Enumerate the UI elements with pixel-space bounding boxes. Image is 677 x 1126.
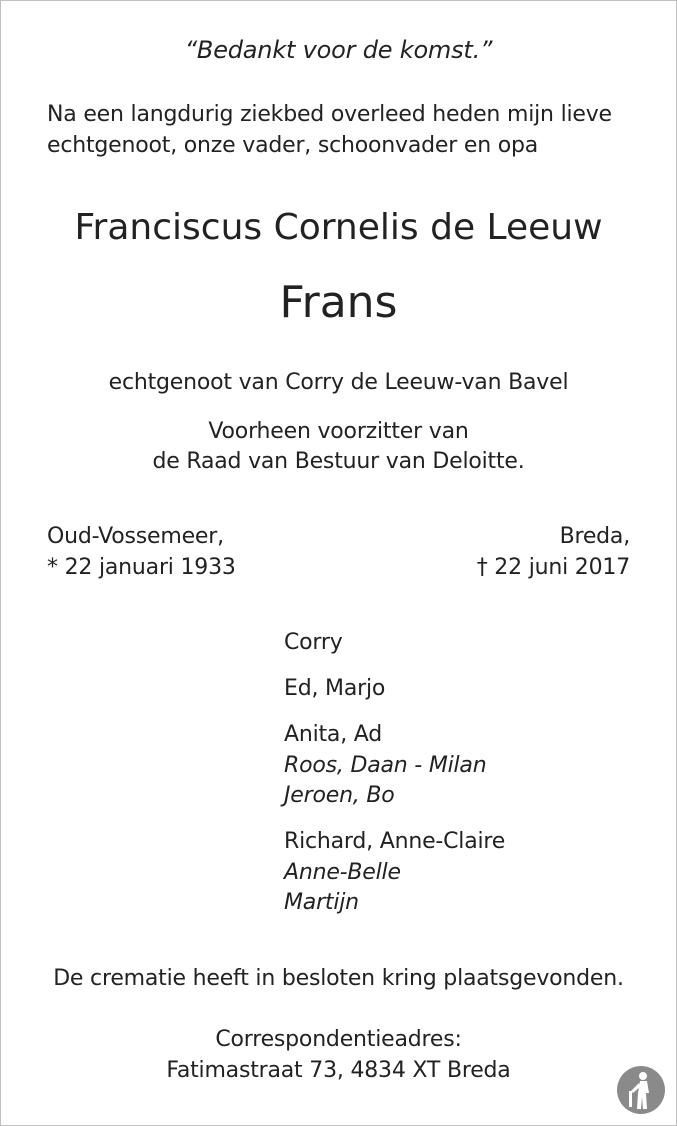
grandchildren: Martijn — [284, 890, 359, 915]
grandchildren: Anne-Belle — [284, 860, 401, 885]
caretaker-figure-icon — [616, 1065, 666, 1115]
intro-line-2: echtgenoot, onze vader, schoonvader en opa — [47, 133, 539, 158]
family-member: Corry — [284, 630, 343, 655]
family-member: Anita, Ad — [284, 722, 383, 747]
opening-quote: “Bedankt voor de komst.” — [184, 36, 493, 64]
grandchildren: Roos, Daan - Milan — [284, 753, 487, 778]
deceased-call-name: Frans — [279, 277, 398, 328]
intro-line-1: Na een langdurig ziekbed overleed heden mijn lieve — [47, 102, 612, 127]
family-member: Ed, Marjo — [284, 676, 386, 701]
role-line-2: de Raad van Bestuur van Deloitte. — [152, 449, 525, 474]
death-date: † 22 juni 2017 — [476, 555, 630, 580]
correspondence-address: Fatimastraat 73, 4834 XT Breda — [166, 1058, 511, 1083]
role-line-1: Voorheen voorzitter van — [208, 419, 469, 444]
spouse-line: echtgenoot van Corry de Leeuw-van Bavel — [108, 370, 569, 395]
cremation-note: De crematie heeft in besloten kring plaatsgevonden. — [53, 966, 624, 991]
death-place: Breda, — [559, 524, 630, 549]
deceased-full-name: Franciscus Cornelis de Leeuw — [74, 207, 603, 248]
birth-date: * 22 januari 1933 — [47, 555, 236, 580]
correspondence-label: Correspondentieadres: — [215, 1027, 462, 1052]
grandchildren: Jeroen, Bo — [284, 783, 395, 808]
family-member: Richard, Anne-Claire — [284, 829, 506, 854]
birth-place: Oud-Vossemeer, — [47, 524, 224, 549]
